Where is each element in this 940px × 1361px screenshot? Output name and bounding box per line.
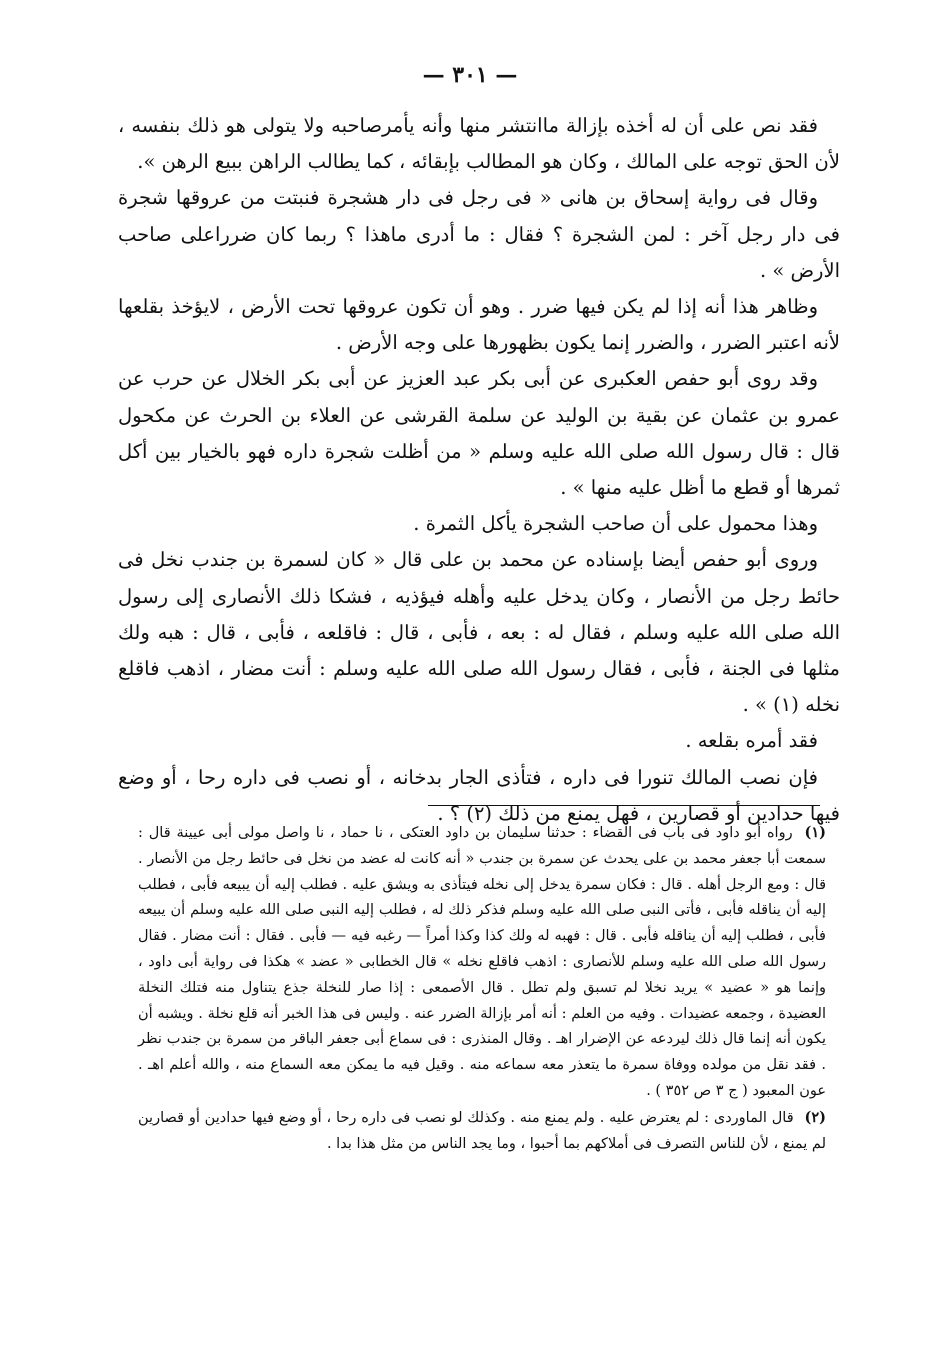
- paragraph: فإن نصب المالك تنورا فى داره ، فتأذى الجار بدخانه ، أو نصب فى داره رحا ، أو وضع فيها حدادين أو قصارين ، فهل يمنع من ذلك (٢) ؟ .: [118, 765, 840, 825]
- paragraph: وهذا محمول على أن صاحب الشجرة يأكل الثمرة .: [413, 512, 818, 536]
- footnote: [138, 820, 826, 1105]
- footnote-text: قال الماوردى : لم يعترض عليه . ولم يمنع منه . وكذلك لو نصب فى داره رحا ، أو وضع فيها حدادين أو قصارين لم يمنع ، لأن للناس التصرف فى أملاكهم بما أحبوا ، وما يجد الناس من مثل هذا بدا .: [138, 1109, 826, 1152]
- paragraph: وقد روى أبو حفص العكبرى عن أبى بكر عبد العزيز عن أبى بكر الخلال عن حرب عن عمرو بن عثمان عن بقية بن الوليد عن سلمة القرشى عن العلاء بن الحرث عن مكحول قال : قال رسول الله صلى الله عليه وسلم « من أظلت شجرة داره فهو بالخيار بين أكل ثمرها أو قطع ما أظل عليه منها » .: [118, 367, 840, 500]
- main-text: [118, 108, 840, 832]
- footnote-separator: [428, 805, 820, 806]
- page-number: — ٣٠١ —: [422, 62, 518, 88]
- paragraph: وروى أبو حفص أيضا بإسناده عن محمد بن على قال « كان لسمرة بن جندب نخل فى حائط رجل من الأنصار ، وكان يدخل عليه وأهله فيؤذيه ، فشكا ذلك الأنصارى إلى رسول الله صلى الله عليه وسلم ، فقال له : بعه ، فأبى ، قال : فاقلعه ، فأبى ، قال : هبه ولك مثلها فى الجنة ، فأبى ، فقال رسول الله صلى الله عليه وسلم : أنت مضار ، اذهب فاقلع نخله (١) » .: [118, 548, 840, 717]
- paragraph: وقال فى رواية إسحاق بن هانى « فى رجل فى دار هشجرة فنبتت من عروقها شجرة فى دار رجل آخر : لمن الشجرة ؟ فقال : ما أدرى ماهذا ؟ ربما كان ضرراعلى صاحب الأرض » .: [118, 186, 840, 282]
- footnote-text: رواه أبو داود فى باب فى القضاء : حدثنا سليمان بن داود العتكى ، نا حماد ، نا واصل مولى أبى عيينة قال : سمعت أبا جعفر محمد بن على يحدث عن سمرة بن جندب « أنه كانت له عضد من نخل فى حائط رجل من الأنصار . قال : ومع الرجل أهله . قال : فكان سمرة يدخل إلى نخله فيتأذى به ويشق عليه . فطلب إليه أن يبيعه فأبى ، فطلب إليه أن يناقله فأبى ، فأتى النبى صلى الله عليه وسلم فذكر ذلك له ، فطلب إليه النبى صلى الله عليه وسلم أن يبيعه فأبى ، فطلب إليه أن يناقله فأبى . قال : فهبه له ولك كذا وكذا أمراً — رغبه فيه — فأبى . فقال : أنت مضار . فقال رسول الله صلى الله عليه وسلم للأنصارى : اذهب فاقلع نخله » قال الخطابى « عضد » هكذا فى رواية أبى داود ، وإنما هو « عضيد » يريد نخلا لم تسبق ولم تطل . قال الأصمعى : إذا صار للنخلة جذع يتناول منه فتلك النخلة العضيدة ، وجمعه عضيدات . وفيه من العلم : أنه أمر بإزالة الضرر عنه . وليس فى هذا الخبر أنه قلع نخلة . ويشبه أن يكون أنه إنما قال ذلك ليردعه عن الإضرار اهـ . وقال المنذرى : فى سماع أبى جعفر الباقر من سمرة بن جندب نظر . فقد نقل من مولده ووفاة سمرة ما يتعذر معه سماعه منه . وقيل فيه ما يمكن معه السماع منه ، والله أعلم اهـ . عون المعبود ( ج ٣ ص ٣٥٢ ) .: [138, 825, 826, 1099]
- footnotes: [138, 820, 826, 1157]
- paragraph: فقد أمره بقلعه .: [685, 729, 818, 753]
- paragraph: وظاهر هذا أنه إذا لم يكن فيها ضرر . وهو أن تكون عروقها تحت الأرض ، لايؤخذ بقلعها لأنه اعتبر الضرر ، والضرر إنما يكون بظهورها على وجه الأرض .: [118, 295, 840, 355]
- footnote-marker: (٢): [804, 1108, 827, 1126]
- footnote-marker: (١): [804, 824, 826, 841]
- paragraph: فقد نص على أن له أخذه بإزالة ماانتشر منها وأنه يأمرصاحبه ولا يتولى هو ذلك بنفسه ، لأن الحق توجه على المالك ، وكان هو المطالب بإبقائه ، كما يطالب الراهن ببيع الرهن ».: [118, 114, 840, 174]
- footnote: [138, 1105, 826, 1158]
